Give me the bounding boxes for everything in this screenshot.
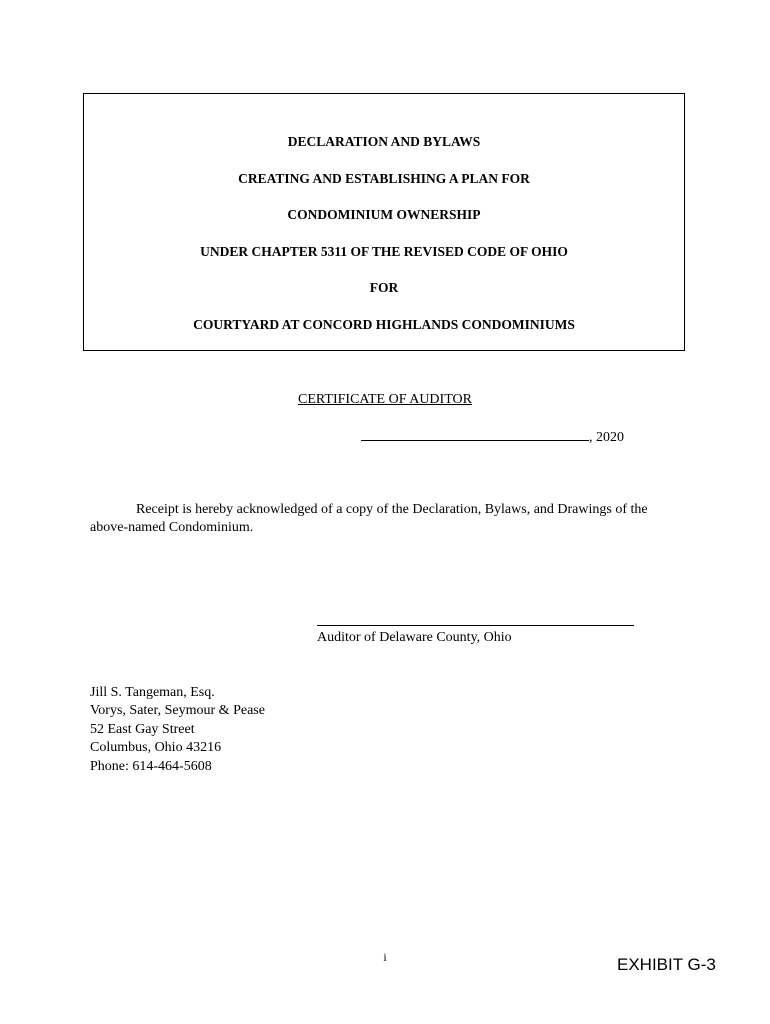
title-block: [83, 93, 685, 351]
certificate-heading: CERTIFICATE OF AUDITOR: [298, 392, 472, 407]
signature-line: [317, 625, 634, 626]
preparer-address: [90, 684, 265, 776]
preparer-name: Jill S. Tangeman, Esq.: [90, 685, 215, 700]
preparer-firm: Vorys, Sater, Seymour & Pease: [90, 703, 265, 719]
page-number: i: [383, 950, 387, 964]
date-year: , 2020: [589, 430, 624, 445]
exhibit-label: EXHIBIT G-3: [617, 955, 716, 974]
title-line-6: COURTYARD AT CONCORD HIGHLANDS CONDOMINIUMS: [193, 317, 575, 332]
preparer-street: 52 East Gay Street: [90, 721, 195, 737]
signature-caption: Auditor of Delaware County, Ohio: [317, 630, 512, 645]
title-line-4: UNDER CHAPTER 5311 OF THE REVISED CODE OF OHIO: [200, 244, 568, 259]
title-line-2: CREATING AND ESTABLISHING A PLAN FOR: [238, 171, 530, 186]
title-line-5: FOR: [369, 280, 399, 295]
title-line-1: DECLARATION AND BYLAWS: [287, 134, 481, 149]
preparer-phone: Phone: 614-464-5608: [90, 758, 212, 774]
preparer-city: Columbus, Ohio 43216: [90, 740, 222, 756]
date-line: [361, 427, 624, 446]
receipt-paragraph: Receipt is hereby acknowledged of a copy of the Declaration, Bylaws, and Drawings of the above-named Condominium.: [90, 502, 648, 535]
date-blank: [361, 427, 589, 441]
title-line-3: CONDOMINIUM OWNERSHIP: [287, 207, 481, 222]
